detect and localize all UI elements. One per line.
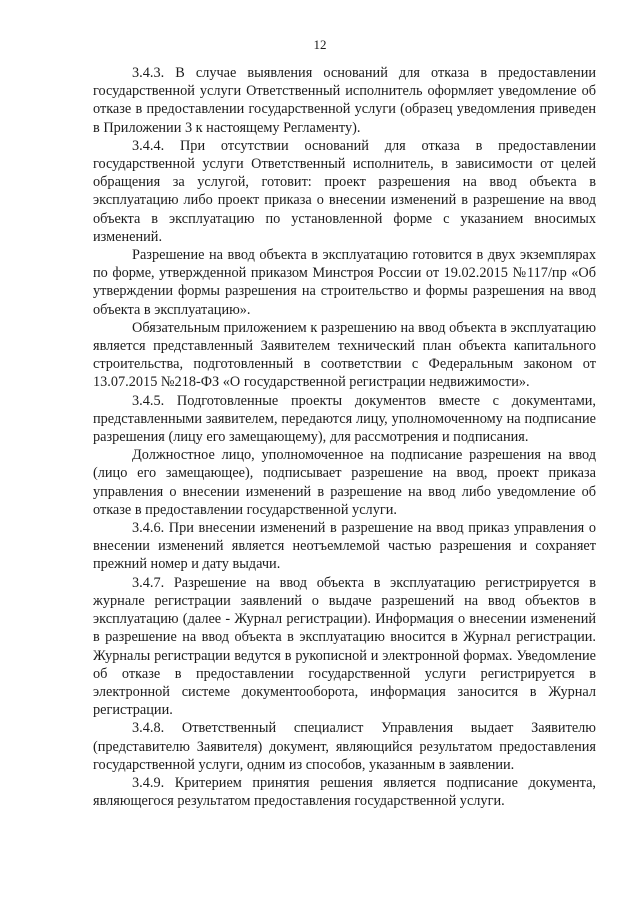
page-number: 12 [313, 37, 327, 52]
paragraph-3-4-5: 3.4.5. Подготовленные проекты документов вместе с документами, представленными заявителем, передаются лицу, уполномоченному на подписание разрешения (лицу его замещающему), для рассмотрения и подписания. [93, 392, 596, 446]
paragraph-3-4-3: 3.4.3. В случае выявления оснований для отказа в предоставлении государственной услуги Ответственный исполнитель оформляет уведомление об отказе в предоставлении государственной услуги (образец уведомления приведен в Приложении 3 к настоящему Регламенту). [93, 65, 596, 136]
paragraph-3-4-9: 3.4.9. Критерием принятия решения является подписание документа, являющегося результатом предоставления государственной услуги. [93, 774, 596, 810]
paragraph-3-4-6: 3.4.6. При внесении изменений в разрешение на ввод приказ управления о внесении изменений является неотъемлемой частью разрешения и сохраняет прежний номер и дату выдачи. [93, 520, 596, 573]
paragraph-3-4-4: 3.4.4. При отсутствии оснований для отказа в предоставлении государственной услуги Ответственный исполнитель, в зависимости от целей обращения за услугой, готовит: проект разрешения на ввод объекта в эксплуатацию либо проект приказа о внесении изменений в разрешение на ввод объекта в эксплуатацию по установленной форме с указанием вносимых изменений. [93, 137, 596, 245]
paragraph-3-4-7: 3.4.7. Разрешение на ввод объекта в эксплуатацию регистрируется в журнале регистрации заявлений о выдаче разрешений на ввод объектов в эксплуатацию (далее - Журнал регистрации). Информация о внесении изменений в разрешение на ввод объекта в эксплуатацию вносится в Журнал регистрации. Журналы регистрации ведутся в рукописной и электронной формах. Уведомление об отказе в предоставлении государственной услуги регистрируется в электронной системе документооборота, информация заносится в Журнал регистрации. [93, 574, 596, 719]
paragraph-permit-form: Разрешение на ввод объекта в эксплуатацию готовится в двух экземплярах по форме, утвержденной приказом Минстроя России от 19.02.2015 №117/пр «Об утверждении формы разрешения на строительство и формы разрешения на ввод объекта в эксплуатацию». [93, 247, 596, 318]
paragraph-3-4-8: 3.4.8. Ответственный специалист Управления выдает Заявителю (представителю Заявителя) документ, являющийся результатом предоставления государственной услуги, одним из способов, указанным в заявлении. [93, 720, 596, 773]
paragraph-official-signs: Должностное лицо, уполномоченное на подписание разрешения на ввод (лицо его замещающее), подписывает разрешение на ввод, проект приказа управления о внесении изменений в разрешение на ввод либо уведомление об отказе в предоставлении государственной услуги. [93, 447, 596, 518]
paragraph-mandatory-attachment: Обязательным приложением к разрешению на ввод объекта в эксплуатацию является представленный Заявителем технический план объекта капитального строительства, подготовленный в соответствии с Федеральным законом от 13.07.2015 №218-ФЗ «О государственной регистрации недвижимости». [93, 319, 596, 391]
document-body [93, 64, 596, 810]
